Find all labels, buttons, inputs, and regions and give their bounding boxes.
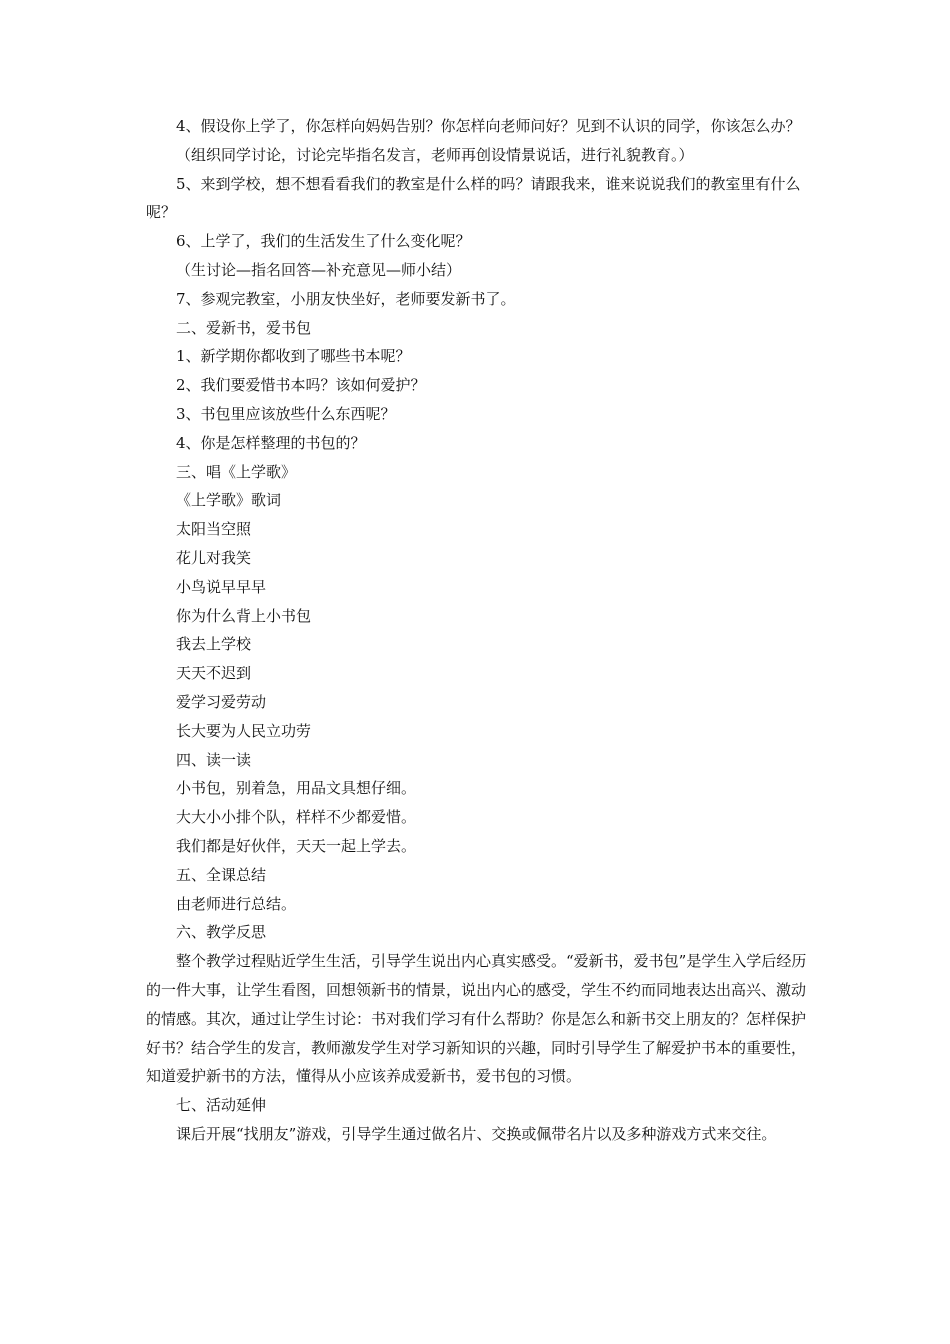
paragraph: 五、全课总结 <box>176 865 267 884</box>
paragraph: 课后开展“找朋友”游戏，引导学生通过做名片、交换或佩带名片以及多种游戏方式来交往。 <box>176 1124 777 1143</box>
paragraph: 你为什么背上小书包 <box>176 606 312 625</box>
paragraph: 1、新学期你都收到了哪些书本呢？ <box>176 347 411 366</box>
paragraph: 六、教学反思 <box>176 923 267 942</box>
paragraph: 7、参观完教室，小朋友快坐好，老师要发新书了。 <box>176 289 516 308</box>
paragraph: 《上学歌》歌词 <box>176 491 282 510</box>
paragraph: （组织同学讨论，讨论完毕指名发言，老师再创设情景说话，进行礼貌教育。） <box>176 145 694 164</box>
paragraph: 长大要为人民立功劳 <box>176 721 312 740</box>
paragraph: 四、读一读 <box>176 750 252 769</box>
paragraph: 5、来到学校，想不想看看我们的教室是什么样的吗？请跟我来，谁来说说我们的教室里有什么呢？ <box>146 174 801 222</box>
paragraph: 小鸟说早早早 <box>176 577 267 596</box>
paragraph: 2、我们要爱惜书本吗？该如何爱护？ <box>176 376 426 395</box>
paragraph: 七、活动延伸 <box>176 1096 267 1115</box>
paragraph: 大大小小排个队，样样不少都爱惜。 <box>176 808 417 827</box>
paragraph: 我去上学校 <box>176 635 252 654</box>
paragraph: 我们都是好伙伴，天天一起上学去。 <box>176 836 417 855</box>
paragraph: 小书包，别着急，用品文具想仔细。 <box>176 779 417 798</box>
paragraph: 花儿对我笑 <box>176 548 252 567</box>
paragraph: 3、书包里应该放些什么东西呢？ <box>176 404 396 423</box>
document-page <box>146 112 810 1149</box>
paragraph: （生讨论—指名回答—补充意见—师小结） <box>176 260 462 279</box>
paragraph: 整个教学过程贴近学生生活，引导学生说出内心真实感受。“爱新书，爱书包”是学生入学后经历的一件大事，让学生看图，回想领新书的情景，说出内心的感受，学生不约而同地表达出高兴、激动的情感。其次，通过让学生讨论：书对我们学习有什么帮助？你是怎么和新书交上朋友的？怎样保护好书？结合学生的发言，教师激发学生对学习新知识的兴趣，同时引导学生了解爱护书本的重要性，知道爱护新书的方法，懂得从小应该养成爱新书，爱书包的习惯。 <box>146 952 807 1086</box>
paragraph: 天天不迟到 <box>176 664 252 683</box>
paragraph: 爱学习爱劳动 <box>176 692 267 711</box>
paragraph: 6、上学了，我们的生活发生了什么变化呢？ <box>176 232 471 251</box>
paragraph: 由老师进行总结。 <box>176 894 297 913</box>
paragraph: 太阳当空照 <box>176 520 252 539</box>
paragraph: 4、假设你上学了，你怎样向妈妈告别？你怎样向老师问好？见到不认识的同学，你该怎么办？ <box>176 117 801 135</box>
paragraph: 4、你是怎样整理的书包的？ <box>176 433 366 452</box>
paragraph: 二、爱新书，爱书包 <box>176 318 312 337</box>
paragraph: 三、唱《上学歌》 <box>176 462 297 481</box>
